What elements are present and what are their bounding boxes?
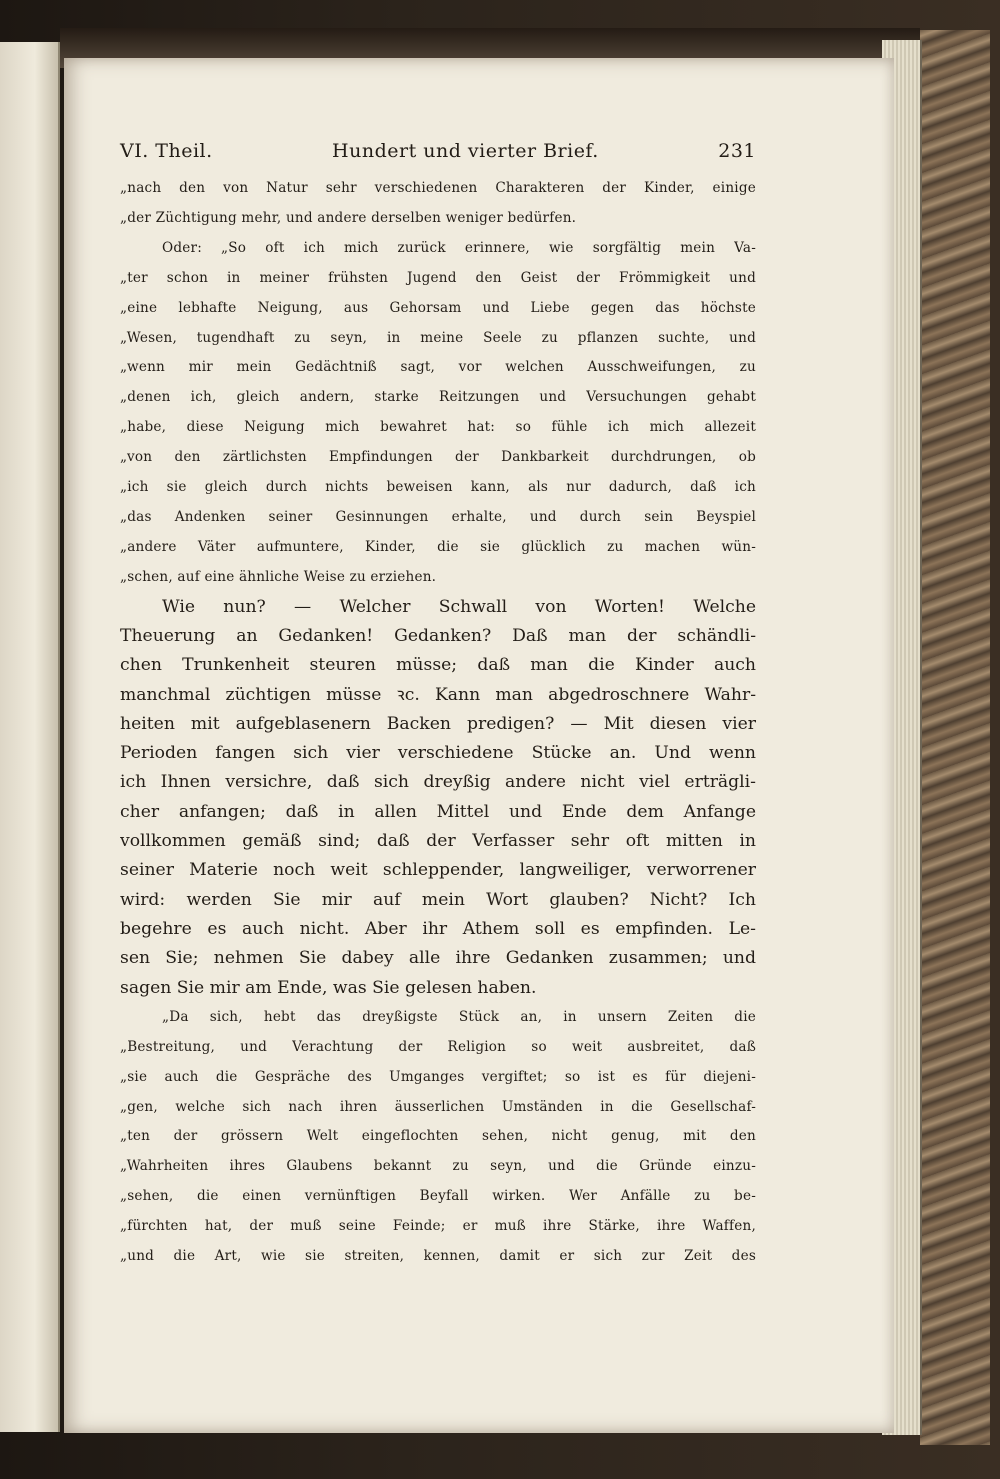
- text-line: Wie nun? — Welcher Schwall von Worten! Welche: [162, 596, 756, 617]
- text-line: manchmal züchtigen müsse ꝛc. Kann man abgedroschnere Wahr-: [120, 684, 756, 705]
- text-line: heiten mit aufgeblasenern Backen predigen? — Mit diesen vier: [120, 713, 756, 734]
- text-line: „nach den von Natur sehr verschiedenen Charakteren der Kinder, einige: [120, 180, 756, 196]
- body-paragraph: [120, 593, 756, 1003]
- text-line: vollkommen gemäß sind; daß der Verfasser sehr oft mitten in: [120, 831, 756, 852]
- text-line: sagen Sie mir am Ende, was Sie gelesen haben.: [120, 977, 537, 998]
- header-title: Hundert und vierter Brief.: [332, 140, 599, 162]
- header-part: VI. Theil.: [120, 140, 213, 162]
- text-line: „Da sich, hebt das dreyßigste Stück an, in unsern Zeiten die: [162, 1008, 756, 1025]
- text-line: seiner Materie noch weit schleppender, langweiliger, verworrener: [120, 860, 756, 881]
- quote-paragraph-1: [120, 174, 756, 593]
- text-line: „wenn mir mein Gedächtniß sagt, vor welchen Ausschweifungen, zu: [120, 359, 756, 376]
- text-line: „ten der grössern Welt eingeflochten sehen, nicht genug, mit den: [120, 1128, 756, 1145]
- text-line: „das Andenken seiner Gesinnungen erhalte, und durch sein Beyspiel: [120, 508, 756, 525]
- text-line: „Bestreitung, und Verachtung der Religion so weit ausbreitet, daß: [120, 1038, 756, 1055]
- text-line: sen Sie; nehmen Sie dabey alle ihre Gedanken zusammen; und: [120, 948, 756, 969]
- text-line: „sehen, die einen vernünftigen Beyfall wirken. Wer Anfälle zu be-: [120, 1188, 756, 1205]
- text-line: „fürchten hat, der muß seine Feinde; er muß ihre Stärke, ihre Waffen,: [120, 1218, 756, 1235]
- text-line: „gen, welche sich nach ihren äusserlichen Umständen in die Gesellschaf-: [120, 1098, 756, 1115]
- text-line: „ich sie gleich durch nichts beweisen kann, als nur dadurch, daß ich: [120, 479, 756, 496]
- text-line: Perioden fangen sich vier verschiedene Stücke an. Und wenn: [120, 743, 756, 764]
- text-line: ich Ihnen versichre, daß sich dreyßig andere nicht viel erträgli-: [120, 772, 756, 793]
- text-line: cher anfangen; daß in allen Mittel und Ende dem Anfange: [120, 801, 756, 822]
- text-line: „und die Art, wie sie streiten, kennen, damit er sich zur Zeit des: [120, 1248, 756, 1265]
- text-line: „schen, auf eine ähnliche Weise zu erziehen.: [120, 568, 437, 585]
- text-line: „denen ich, gleich andern, starke Reitzungen und Versuchungen gehabt: [120, 389, 756, 406]
- text-line: „von den zärtlichsten Empfindungen der Dankbarkeit durchdrungen, ob: [120, 449, 756, 466]
- running-header: [120, 140, 756, 174]
- text-line: „eine lebhafte Neigung, aus Gehorsam und Liebe gegen das höchste: [120, 299, 756, 316]
- text-block: [120, 140, 756, 1272]
- facing-page-edge: [0, 42, 60, 1432]
- text-line: „andere Väter aufmuntere, Kinder, die sie glücklich zu machen wün-: [120, 538, 756, 555]
- text-line: begehre es auch nicht. Aber ihr Athem soll es empfinden. Le-: [120, 918, 756, 939]
- text-line: „der Züchtigung mehr, und andere derselben weniger bedürfen.: [120, 209, 577, 226]
- text-line: „Wesen, tugendhaft zu seyn, in meine Seele zu pflanzen suchte, und: [120, 329, 756, 346]
- text-line: Theuerung an Gedanken! Gedanken? Daß man der schändli-: [120, 625, 756, 646]
- text-line: „sie auch die Gespräche des Umganges vergiftet; so ist es für diejeni-: [120, 1068, 756, 1085]
- quote-paragraph-2: [120, 1003, 756, 1272]
- text-line: Oder: „So oft ich mich zurück erinnere, wie sorgfältig mein Va-: [162, 239, 756, 256]
- text-line: „ter schon in meiner frühsten Jugend den Geist der Frömmigkeit und: [120, 269, 756, 286]
- marbled-book-cover: [920, 30, 990, 1445]
- text-line: chen Trunkenheit steuren müsse; daß man die Kinder auch: [120, 655, 756, 676]
- text-line: „Wahrheiten ihres Glaubens bekannt zu seyn, und die Gründe einzu-: [120, 1158, 756, 1175]
- text-line: wird: werden Sie mir auf mein Wort glauben? Nicht? Ich: [120, 889, 756, 910]
- page-number: 231: [718, 140, 756, 162]
- book-page: [64, 58, 894, 1433]
- text-line: „habe, diese Neigung mich bewahret hat: so fühle ich mich allezeit: [120, 419, 756, 436]
